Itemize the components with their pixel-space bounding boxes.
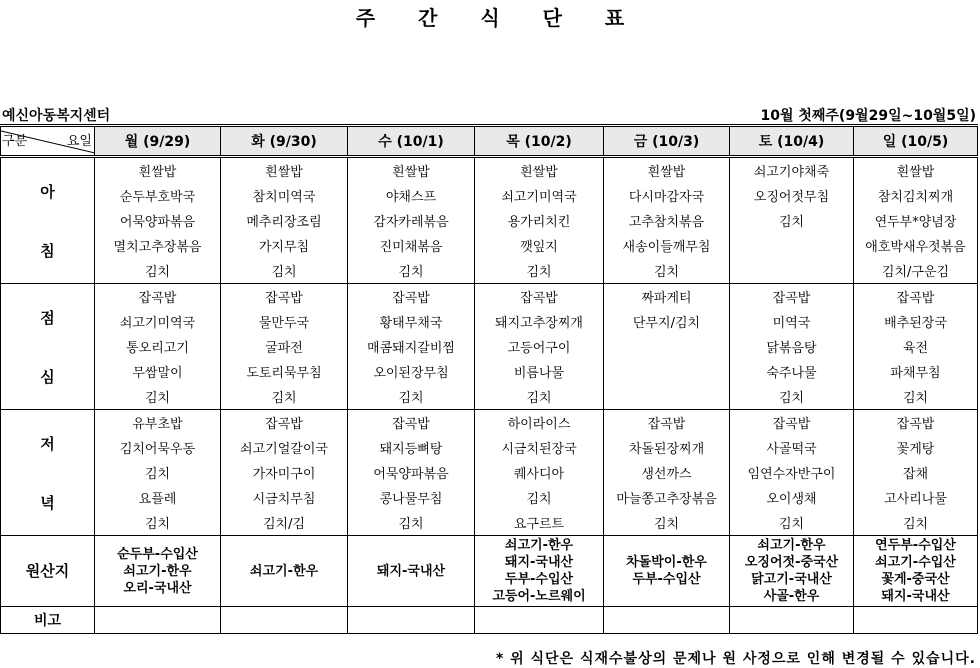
menu-item: 시금치된장국 — [475, 435, 604, 460]
note-row — [1, 607, 978, 634]
menu-item: 흰쌀밥 — [348, 157, 475, 184]
menu-item: 새송이들깨무침 — [604, 233, 730, 258]
menu-item: 김치/김 — [221, 510, 348, 536]
menu-item: 미역국 — [730, 309, 854, 334]
menu-row — [1, 460, 978, 485]
origin-line: 차돌박이-한우 — [626, 555, 707, 570]
origin-row — [1, 536, 978, 607]
note-cell — [604, 607, 730, 634]
origin-line: 돼지-국내산 — [376, 563, 446, 579]
menu-item: 육전 — [854, 334, 978, 359]
origin-cell — [221, 536, 348, 607]
menu-row — [1, 334, 978, 359]
menu-item: 김치 — [348, 510, 475, 536]
origin-line: 사골-한우 — [763, 589, 820, 604]
menu-item: 용가리치킨 — [475, 208, 604, 233]
menu-item: 콩나물무침 — [348, 485, 475, 510]
menu-item: 김치 — [475, 258, 604, 284]
menu-item: 김치 — [95, 460, 221, 485]
menu-item: 잡곡밥 — [854, 284, 978, 310]
menu-row — [1, 183, 978, 208]
menu-item: 진미채볶음 — [348, 233, 475, 258]
menu-item: 야채스프 — [348, 183, 475, 208]
menu-item: 생선까스 — [604, 460, 730, 485]
menu-item: 꽃게탕 — [854, 435, 978, 460]
weekly-menu-table — [0, 124, 978, 634]
menu-item: 어묵양파볶음 — [348, 460, 475, 485]
menu-item: 흰쌀밥 — [475, 157, 604, 184]
menu-item: 김치 — [348, 384, 475, 410]
day-header: 수 (10/1) — [348, 126, 475, 157]
menu-item: 시금치무침 — [221, 485, 348, 510]
menu-item: 고추참치볶음 — [604, 208, 730, 233]
origin-line: 쇠고기-한우 — [504, 538, 574, 553]
menu-item: 순두부호박국 — [95, 183, 221, 208]
menu-item: 사골떡국 — [730, 435, 854, 460]
menu-item: 오이된장무침 — [348, 359, 475, 384]
menu-item: 연두부*양념장 — [854, 208, 978, 233]
menu-item: 하이라이스 — [475, 410, 604, 436]
menu-item: 다시마감자국 — [604, 183, 730, 208]
week-range: 10월 첫째주(9월29일~10월5일) — [760, 108, 976, 124]
note-cell — [854, 607, 978, 634]
menu-item: 닭볶음탕 — [730, 334, 854, 359]
origin-label: 원산지 — [1, 536, 95, 607]
meal-label-bottom: 심 — [40, 367, 55, 386]
menu-item: 돼지등뼈탕 — [348, 435, 475, 460]
menu-row — [1, 309, 978, 334]
menu-item: 김치어묵우동 — [95, 435, 221, 460]
menu-item: 단무지/김치 — [604, 309, 730, 334]
menu-row — [1, 284, 978, 310]
menu-row — [1, 359, 978, 384]
origin-line: 두부-수입산 — [632, 572, 701, 587]
note-cell — [475, 607, 604, 634]
origin-line: 오징어젓-중국산 — [744, 555, 839, 570]
origin-line: 꽃게-중국산 — [881, 572, 950, 587]
menu-item: 통오리고기 — [95, 334, 221, 359]
menu-item: 무쌈말이 — [95, 359, 221, 384]
menu-item: 김치 — [475, 384, 604, 410]
menu-item: 김치 — [95, 258, 221, 284]
menu-item: 차돌된장찌개 — [604, 435, 730, 460]
menu-item: 감자카레볶음 — [348, 208, 475, 233]
corner-cell — [1, 126, 95, 157]
menu-item: 고등어구이 — [475, 334, 604, 359]
origin-cell — [348, 536, 475, 607]
menu-item — [604, 334, 730, 359]
menu-item — [604, 384, 730, 410]
origin-line: 고등어-노르웨이 — [492, 589, 586, 604]
corner-label-day: 요일 — [66, 134, 92, 149]
origin-line: 오리-국내산 — [123, 580, 192, 596]
origin-cell — [730, 536, 854, 607]
menu-row — [1, 510, 978, 536]
menu-row — [1, 435, 978, 460]
menu-item: 김치 — [730, 208, 854, 233]
menu-item: 도토리묵무침 — [221, 359, 348, 384]
meal-label — [1, 157, 95, 284]
menu-item: 잡곡밥 — [730, 410, 854, 436]
menu-item: 김치/구운김 — [854, 258, 978, 284]
origin-line: 쇠고기-한우 — [757, 538, 826, 553]
menu-item: 김치 — [95, 510, 221, 536]
menu-item: 김치 — [475, 485, 604, 510]
menu-item: 물만두국 — [221, 309, 348, 334]
menu-item: 굴파전 — [221, 334, 348, 359]
menu-item: 퀘사디아 — [475, 460, 604, 485]
menu-item: 요플레 — [95, 485, 221, 510]
origin-cell — [95, 536, 221, 607]
menu-item: 잡곡밥 — [348, 410, 475, 436]
meal-label-bottom: 녁 — [40, 493, 55, 512]
menu-item: 오징어젓무침 — [730, 183, 854, 208]
menu-item: 멸치고추장볶음 — [95, 233, 221, 258]
menu-item: 어묵양파볶음 — [95, 208, 221, 233]
menu-item: 돼지고추장찌개 — [475, 309, 604, 334]
day-header: 금 (10/3) — [604, 126, 730, 157]
meal-label — [1, 410, 95, 536]
menu-item: 비름나물 — [475, 359, 604, 384]
origin-cell — [604, 536, 730, 607]
menu-item: 김치 — [730, 510, 854, 536]
meal-label — [1, 284, 95, 410]
meal-label-top: 점 — [40, 308, 55, 327]
origin-cell — [475, 536, 604, 607]
menu-row — [1, 233, 978, 258]
origin-cell — [854, 536, 978, 607]
menu-item: 요구르트 — [475, 510, 604, 536]
menu-row — [1, 410, 978, 436]
menu-item: 가자미구이 — [221, 460, 348, 485]
origin-line: 돼지-국내산 — [504, 555, 574, 570]
menu-item: 숙주나물 — [730, 359, 854, 384]
menu-item: 황태무채국 — [348, 309, 475, 334]
origin-line: 순두부-수입산 — [117, 546, 198, 562]
meal-label-top: 아 — [40, 182, 55, 201]
menu-item: 김치 — [854, 384, 978, 410]
menu-item: 고사리나물 — [854, 485, 978, 510]
note-cell — [221, 607, 348, 634]
menu-item: 임연수자반구이 — [730, 460, 854, 485]
menu-row — [1, 208, 978, 233]
menu-item: 김치 — [604, 258, 730, 284]
menu-item: 유부초밥 — [95, 410, 221, 436]
menu-item: 매콤돼지갈비찜 — [348, 334, 475, 359]
menu-item: 김치 — [854, 510, 978, 536]
origin-line: 연두부-수입산 — [875, 538, 956, 553]
menu-item: 잡곡밥 — [221, 284, 348, 310]
meal-label-bottom: 침 — [40, 241, 55, 260]
menu-item: 김치 — [604, 510, 730, 536]
menu-item: 오이생채 — [730, 485, 854, 510]
organization-name: 예신아동복지센터 — [2, 108, 111, 124]
menu-item: 깻잎지 — [475, 233, 604, 258]
menu-item: 흰쌀밥 — [221, 157, 348, 184]
menu-item: 잡곡밥 — [348, 284, 475, 310]
menu-row — [1, 485, 978, 510]
menu-item: 짜파게티 — [604, 284, 730, 310]
menu-item: 흰쌀밥 — [854, 157, 978, 184]
menu-row — [1, 157, 978, 184]
menu-item: 잡곡밥 — [475, 284, 604, 310]
note-cell — [95, 607, 221, 634]
menu-item: 애호박새우젓볶음 — [854, 233, 978, 258]
meal-label-top: 저 — [40, 434, 55, 453]
day-header: 월 (9/29) — [95, 126, 221, 157]
origin-line: 돼지-국내산 — [881, 589, 950, 604]
menu-item: 김치 — [348, 258, 475, 284]
menu-item: 파채무침 — [854, 359, 978, 384]
menu-item: 쇠고기야채죽 — [730, 157, 854, 184]
menu-item: 흰쌀밥 — [95, 157, 221, 184]
origin-line: 쇠고기-한우 — [123, 563, 192, 579]
day-header-row — [1, 126, 978, 157]
menu-item: 흰쌀밥 — [604, 157, 730, 184]
menu-item: 잡곡밥 — [604, 410, 730, 436]
day-header: 화 (9/30) — [221, 126, 348, 157]
menu-item: 김치 — [730, 384, 854, 410]
day-header: 일 (10/5) — [854, 126, 978, 157]
menu-item: 김치 — [95, 384, 221, 410]
origin-line: 쇠고기-한우 — [249, 563, 319, 579]
menu-item — [604, 359, 730, 384]
menu-item: 마늘쫑고추장볶음 — [604, 485, 730, 510]
page-title: 주 간 식 단 표 — [355, 6, 643, 30]
menu-item: 쇠고기얼갈이국 — [221, 435, 348, 460]
note-cell — [348, 607, 475, 634]
note-cell — [730, 607, 854, 634]
menu-item: 쇠고기미역국 — [475, 183, 604, 208]
day-header: 토 (10/4) — [730, 126, 854, 157]
menu-item: 김치 — [221, 384, 348, 410]
menu-item — [730, 258, 854, 284]
corner-label-category: 구분 — [2, 134, 28, 149]
menu-item: 참치미역국 — [221, 183, 348, 208]
footnote: * 위 식단은 식재수불상의 문제나 원 사정으로 인해 변경될 수 있습니다. — [495, 651, 976, 667]
day-header: 목 (10/2) — [475, 126, 604, 157]
menu-item: 잡채 — [854, 460, 978, 485]
origin-line: 두부-수입산 — [504, 572, 574, 587]
menu-item: 메추리장조림 — [221, 208, 348, 233]
menu-item: 가지무침 — [221, 233, 348, 258]
menu-item: 잡곡밥 — [95, 284, 221, 310]
menu-item: 배추된장국 — [854, 309, 978, 334]
menu-item: 잡곡밥 — [854, 410, 978, 436]
origin-line: 닭고기-국내산 — [751, 572, 832, 587]
menu-item: 잡곡밥 — [221, 410, 348, 436]
menu-item — [730, 233, 854, 258]
menu-row — [1, 258, 978, 284]
menu-item: 김치 — [221, 258, 348, 284]
menu-item: 참치김치찌개 — [854, 183, 978, 208]
menu-item: 잡곡밥 — [730, 284, 854, 310]
note-label: 비고 — [1, 607, 95, 634]
menu-item: 쇠고기미역국 — [95, 309, 221, 334]
origin-line: 쇠고기-수입산 — [875, 555, 956, 570]
menu-row — [1, 384, 978, 410]
